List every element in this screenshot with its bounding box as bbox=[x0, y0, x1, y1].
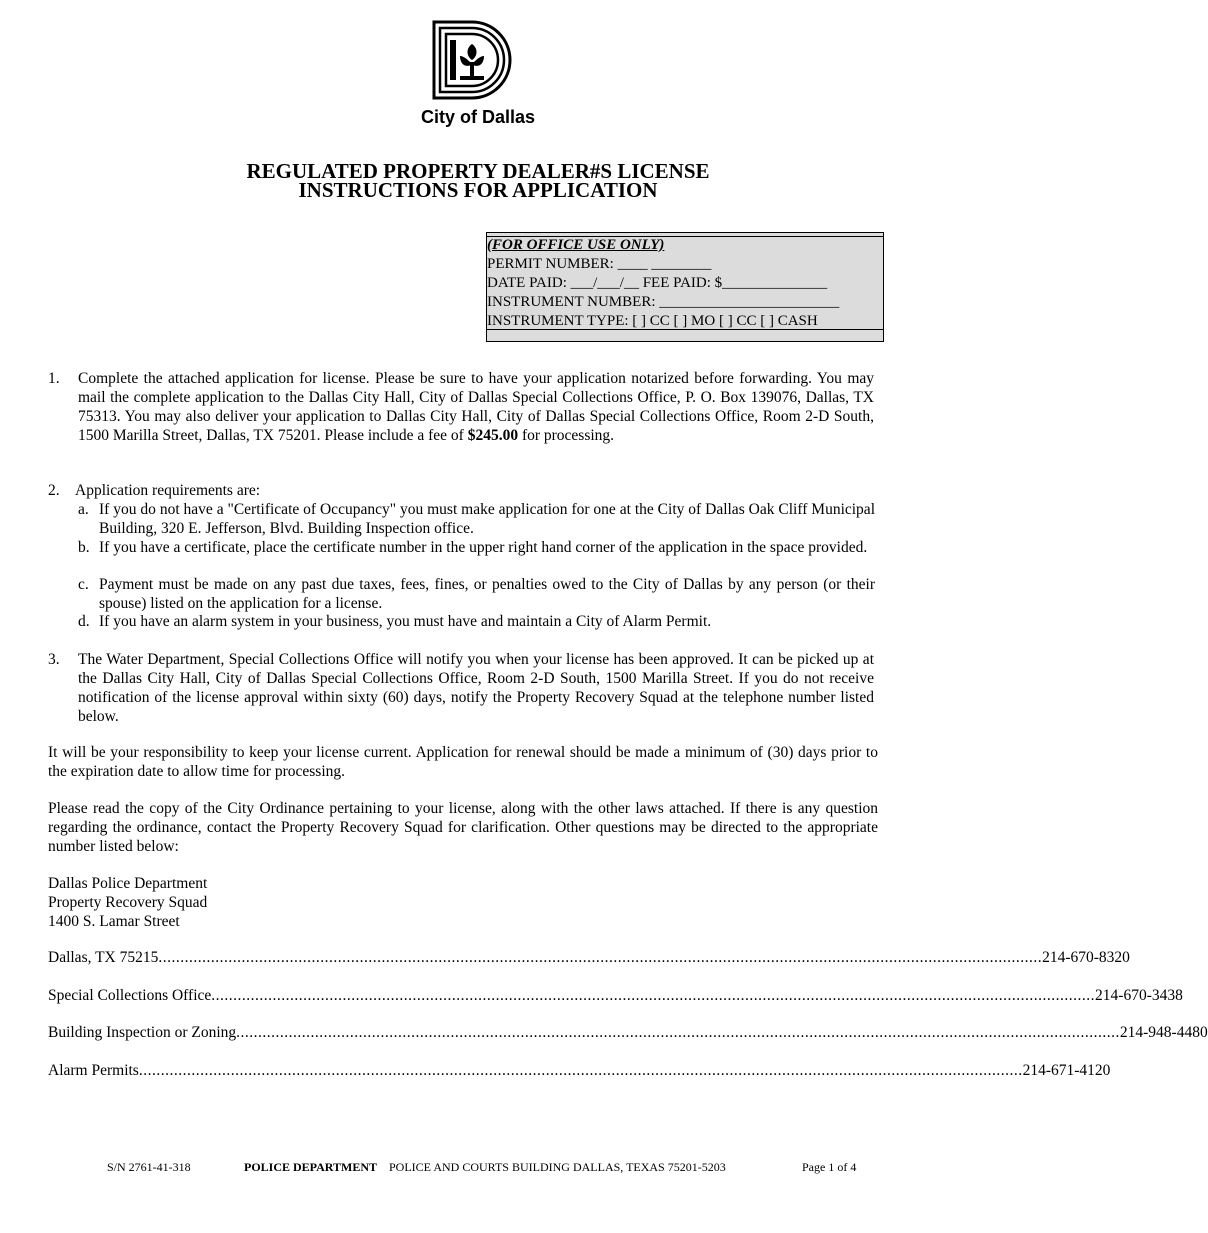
address-line-1: Dallas Police Department bbox=[48, 875, 208, 892]
serial-number: S/N 2761-41-318 bbox=[107, 1160, 191, 1174]
page-title-line1: REGULATED PROPERTY DEALER#S LICENSE bbox=[246, 159, 710, 183]
dot-leader: .......................................................................................................................................................................................................... bbox=[211, 987, 1096, 1004]
instrument-number-field: INSTRUMENT NUMBER: ________________________ bbox=[487, 294, 840, 310]
permit-number-field: PERMIT NUMBER: ____ ________ bbox=[487, 256, 712, 272]
item-1-text-end: for processing. bbox=[518, 427, 615, 444]
address-line-2: Property Recovery Squad bbox=[48, 894, 208, 911]
dot-leader: .......................................................................................................................................................................................................... bbox=[158, 949, 1043, 966]
logo-text: City of Dallas bbox=[420, 107, 536, 127]
address-line-3: 1400 S. Lamar Street bbox=[48, 913, 180, 930]
contact-row-alarm bbox=[48, 1061, 1111, 1081]
footer-address: POLICE AND COURTS BUILDING DALLAS, TEXAS 75201-5203 bbox=[389, 1160, 726, 1174]
item-2d-letter: d. bbox=[78, 613, 90, 630]
date-paid-field: DATE PAID: ___/___/__ FEE PAID: $______________ bbox=[487, 275, 828, 291]
dot-leader: .......................................................................................................................................................................................................... bbox=[138, 1062, 1023, 1079]
office-use-box bbox=[486, 232, 884, 342]
page-title-line2: INSTRUCTIONS FOR APPLICATION bbox=[298, 178, 658, 202]
contact-row-collections bbox=[48, 986, 1183, 1006]
contact-label: Dallas, TX 75215 bbox=[48, 949, 159, 966]
item-2c-letter: c. bbox=[78, 576, 89, 593]
contact-phone: 214-670-8320 bbox=[1042, 949, 1130, 966]
contact-phone: 214-948-4480 bbox=[1119, 1024, 1208, 1041]
contact-row-building bbox=[48, 1023, 1208, 1043]
item-2b-text: If you have a certificate, place the certificate number in the upper right hand corner of the application in the space provided. bbox=[99, 539, 868, 556]
dot-leader: .......................................................................................................................................................................................................... bbox=[236, 1024, 1120, 1041]
item-3-number: 3. bbox=[48, 651, 60, 668]
item-1-number: 1. bbox=[48, 370, 60, 387]
contact-phone: 214-671-4120 bbox=[1022, 1062, 1111, 1079]
responsibility-paragraph: It will be your responsibility to keep your license current. Application for renewal should be made a minimum of (30) days prior to the expiration date to allow time for processing. bbox=[48, 744, 878, 780]
contact-label: Alarm Permits bbox=[48, 1062, 139, 1079]
footer-department: POLICE DEPARTMENT bbox=[244, 1160, 378, 1174]
instrument-type-field: INSTRUMENT TYPE: [ ] CC [ ] MO [ ] CC [ ] CASH bbox=[487, 313, 818, 329]
item-2-number: 2. bbox=[48, 482, 60, 499]
contact-phone: 214-670-3438 bbox=[1095, 987, 1183, 1004]
fee-amount: $245.00 bbox=[467, 427, 519, 444]
item-2-intro: Application requirements are: bbox=[75, 482, 261, 499]
item-1-text bbox=[78, 369, 874, 445]
item-3-text: The Water Department, Special Collections Office will notify you when your license has been approved. It can be picked up at the Dallas City Hall, City of Dallas Special Collections Office, Room 2-D South, 1500 Marilla Street. If you do not receive notification of the license approval within sixty (60) days, notify the Property Recovery Squad at the telephone number listed below. bbox=[78, 651, 874, 725]
item-2d-text: If you have an alarm system in your business, you must have and maintain a City of Alarm Permit. bbox=[99, 613, 712, 630]
item-2a-text: If you do not have a "Certificate of Occupancy" you must make application for one at the City of Dallas Oak Cliff Municipal Building, 320 E. Jefferson, Blvd. Building Inspection office. bbox=[99, 501, 875, 537]
city-of-dallas-logo bbox=[430, 18, 514, 102]
ordinance-paragraph: Please read the copy of the City Ordinance pertaining to your license, along with the other laws attached. If there is any question regarding the ordinance, contact the Property Recovery Squad for clarification. Other questions may be directed to the appropriate number listed below: bbox=[48, 800, 878, 855]
office-use-heading: (FOR OFFICE USE ONLY) bbox=[487, 237, 665, 253]
item-2b-letter: b. bbox=[78, 539, 90, 556]
item-1-text-main: Complete the attached application for license. Please be sure to have your application notarized before forwarding. You may mail the complete application to the Dallas City Hall, City of Dallas Special Collections Office, P. O. Box 139076, Dallas, TX 75313. You may also deliver your application to Dallas City Hall, City of Dallas Special Collections Office, Room 2-D South, 1500 Marilla Street, Dallas, TX 75201. Please include a fee of bbox=[78, 370, 874, 444]
contact-row-police bbox=[48, 948, 1130, 968]
contact-label: Building Inspection or Zoning bbox=[48, 1024, 237, 1041]
item-2c-text: Payment must be made on any past due taxes, fees, fines, or penalties owed to the City of Dallas by any person (or their spouse) listed on the application for a license. bbox=[99, 576, 875, 612]
page-number: Page 1 of 4 bbox=[802, 1160, 857, 1174]
contact-label: Special Collections Office bbox=[48, 987, 212, 1004]
item-2a-letter: a. bbox=[78, 501, 89, 518]
